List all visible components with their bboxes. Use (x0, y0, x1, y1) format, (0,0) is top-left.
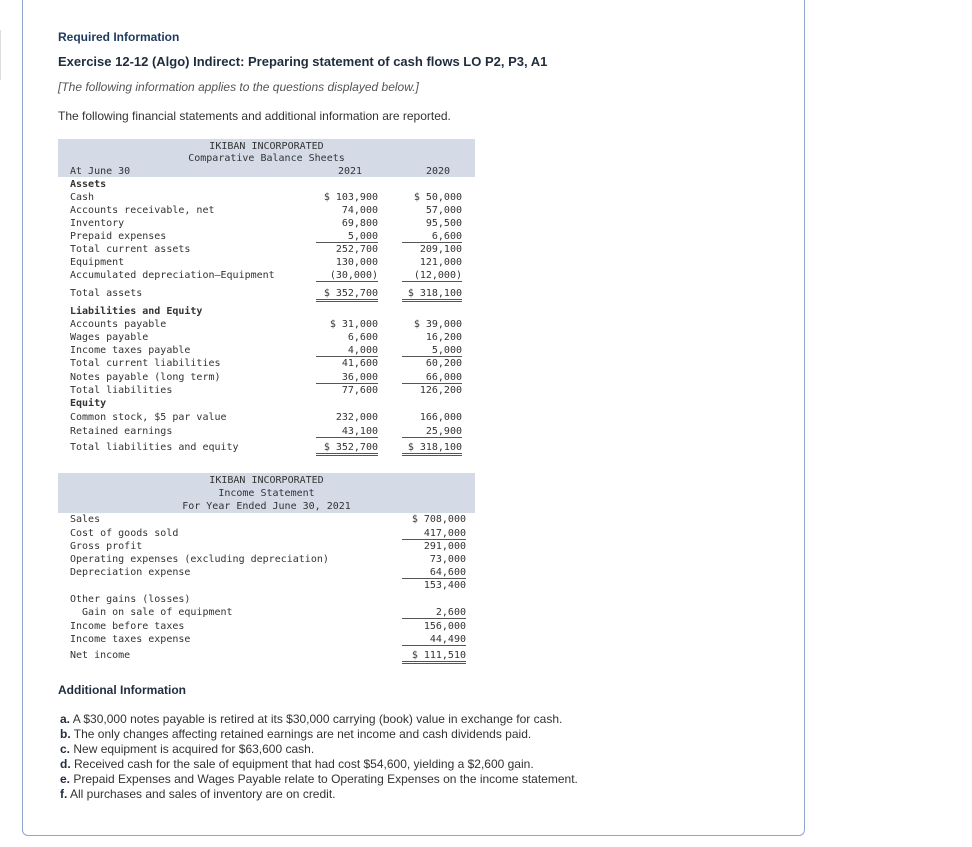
additional-info-heading: Additional Information (58, 683, 186, 697)
is-row-label: Depreciation expense (70, 567, 191, 578)
bs-row-2020: 66,000 (402, 372, 462, 384)
additional-info-letter: f. (60, 787, 68, 801)
bs-row-label: Total liabilities (70, 385, 173, 396)
additional-info-text: New equipment is acquired for $63,600 cash. (70, 742, 315, 756)
additional-info-text: The only changes affecting retained earnings are net income and cash dividends paid. (70, 727, 532, 741)
additional-info-item (60, 757, 578, 772)
bs-row-2020: 57,000 (425, 205, 462, 216)
is-row-label: Gross profit (70, 541, 143, 552)
additional-info-list (60, 712, 578, 802)
bs-title: Comparative Balance Sheets (188, 153, 345, 164)
additional-info-text: All purchases and sales of inventory are on credit. (67, 787, 336, 801)
bs-row-2020: 25,900 (402, 426, 462, 438)
additional-info-text: Prepaid Expenses and Wages Payable relate to Operating Expenses on the income statement. (70, 772, 578, 786)
bs-row-2021: $ 352,700 (316, 288, 378, 302)
bs-row-2021: 252,700 (335, 244, 378, 255)
bs-row-label: Retained earnings (70, 426, 173, 437)
is-row-value: 153,400 (423, 580, 466, 591)
bs-row-2020: 60,200 (425, 358, 462, 369)
additional-info-item (60, 772, 578, 787)
is-row-value: $ 708,000 (411, 514, 466, 525)
bs-row-2021: 74,000 (341, 205, 378, 216)
additional-info-letter: e. (60, 772, 71, 786)
is-row-label: Operating expenses (excluding depreciation) (70, 554, 329, 565)
is-row-label: Net income (70, 650, 131, 661)
additional-info-item (60, 787, 578, 802)
bs-row-2021: (30,000) (316, 270, 378, 282)
is-row-value: 291,000 (423, 541, 466, 552)
bs-date-label: At June 30 (70, 166, 131, 177)
bs-row-2020: $ 50,000 (413, 192, 462, 203)
bs-row-label: Income taxes payable (70, 345, 191, 356)
bs-row-2021: 5,000 (316, 231, 378, 243)
additional-info-letter: c. (60, 742, 71, 756)
bs-row-2020: 166,000 (419, 412, 462, 423)
bs-row-label: Wages payable (70, 332, 149, 343)
additional-info-item (60, 712, 578, 727)
is-row-value: 156,000 (423, 621, 466, 632)
bs-row-label: Cash (70, 192, 95, 203)
is-row-value: $ 111,510 (402, 650, 466, 664)
balance-sheet (58, 139, 475, 459)
exercise-title: Exercise 12-12 (Algo) Indirect: Preparing statement of cash flows LO P2, P3, A1 (58, 54, 548, 69)
additional-info-letter: a. (60, 712, 71, 726)
bs-row-label: Accounts payable (70, 319, 167, 330)
bs-row-2021: 6,600 (347, 332, 378, 343)
is-row-label: Income before taxes (70, 621, 185, 632)
bs-row-2020: 5,000 (402, 345, 462, 357)
is-title: Income Statement (218, 488, 315, 499)
additional-info-text: A $30,000 notes payable is retired at its $30,000 carrying (book) value in exchange for cash. (70, 712, 563, 726)
bs-row-2021: $ 31,000 (329, 319, 378, 330)
bs-assets-heading: Assets (70, 179, 107, 190)
is-row-value: 73,000 (429, 554, 466, 565)
applies-note: [The following information applies to the questions displayed below.] (58, 80, 419, 94)
bs-row-2021: 41,600 (341, 358, 378, 369)
bs-row-2020: $ 318,100 (402, 442, 462, 456)
bs-row-label: Total liabilities and equity (70, 442, 239, 453)
bs-row-label: Equipment (70, 257, 125, 268)
bs-col-2021: 2021 (337, 166, 363, 177)
is-company: IKIBAN INCORPORATED (209, 475, 324, 486)
bs-row-2020: 6,600 (402, 231, 462, 243)
bs-row-2020: 209,100 (419, 244, 462, 255)
is-row-label: Income taxes expense (70, 634, 191, 645)
is-row-value: 417,000 (402, 528, 466, 540)
bs-row-2021: 77,600 (341, 385, 378, 396)
is-row-label: Other gains (losses) (70, 594, 191, 605)
bs-row-2021: $ 352,700 (316, 442, 378, 456)
bs-row-2020: 126,200 (419, 385, 462, 396)
bs-row-2020: 16,200 (425, 332, 462, 343)
is-row-value: 2,600 (402, 607, 466, 619)
bs-row-2020: (12,000) (402, 270, 462, 282)
is-row-value: 64,600 (402, 567, 466, 579)
intro-text: The following financial statements and additional information are reported. (58, 109, 451, 123)
bs-row-label: Common stock, $5 par value (70, 412, 227, 423)
bs-row-2020: $ 39,000 (413, 319, 462, 330)
is-period: For Year Ended June 30, 2021 (182, 501, 351, 512)
bs-equity-heading: Equity (70, 398, 107, 409)
income-statement (58, 473, 475, 673)
bs-liab-heading: Liabilities and Equity (70, 306, 203, 317)
bs-row-label: Prepaid expenses (70, 231, 167, 242)
bs-row-label: Notes payable (long term) (70, 372, 221, 383)
bs-row-2020: 121,000 (419, 257, 462, 268)
bs-row-2021: 43,100 (316, 426, 378, 438)
additional-info-item (60, 727, 578, 742)
bs-row-label: Accumulated depreciation—Equipment (70, 270, 275, 281)
required-information-heading: Required Information (58, 30, 180, 44)
additional-info-text: Received cash for the sale of equipment that had cost $54,600, yielding a $2,600 gain. (70, 757, 534, 771)
side-divider (0, 30, 5, 80)
bs-row-2021: 4,000 (316, 345, 378, 357)
bs-row-label: Accounts receivable, net (70, 205, 215, 216)
is-row-label: Gain on sale of equipment (70, 607, 233, 618)
bs-row-label: Total current liabilities (70, 358, 221, 369)
bs-row-2021: 130,000 (335, 257, 378, 268)
bs-row-label: Total assets (70, 288, 143, 299)
bs-row-2021: 36,000 (316, 372, 378, 384)
bs-row-label: Total current assets (70, 244, 191, 255)
bs-row-2021: 69,800 (341, 218, 378, 229)
bs-row-2020: $ 318,100 (402, 288, 462, 302)
bs-row-2021: $ 103,900 (323, 192, 378, 203)
is-row-label: Sales (70, 514, 101, 525)
additional-info-item (60, 742, 578, 757)
additional-info-letter: d. (60, 757, 71, 771)
bs-company: IKIBAN INCORPORATED (209, 141, 324, 152)
additional-info-letter: b. (60, 727, 71, 741)
bs-col-2020: 2020 (425, 166, 451, 177)
bs-row-label: Inventory (70, 218, 125, 229)
bs-row-2020: 95,500 (425, 218, 462, 229)
is-row-value: 44,490 (402, 634, 466, 646)
is-row-label: Cost of goods sold (70, 528, 179, 539)
bs-row-2021: 232,000 (335, 412, 378, 423)
